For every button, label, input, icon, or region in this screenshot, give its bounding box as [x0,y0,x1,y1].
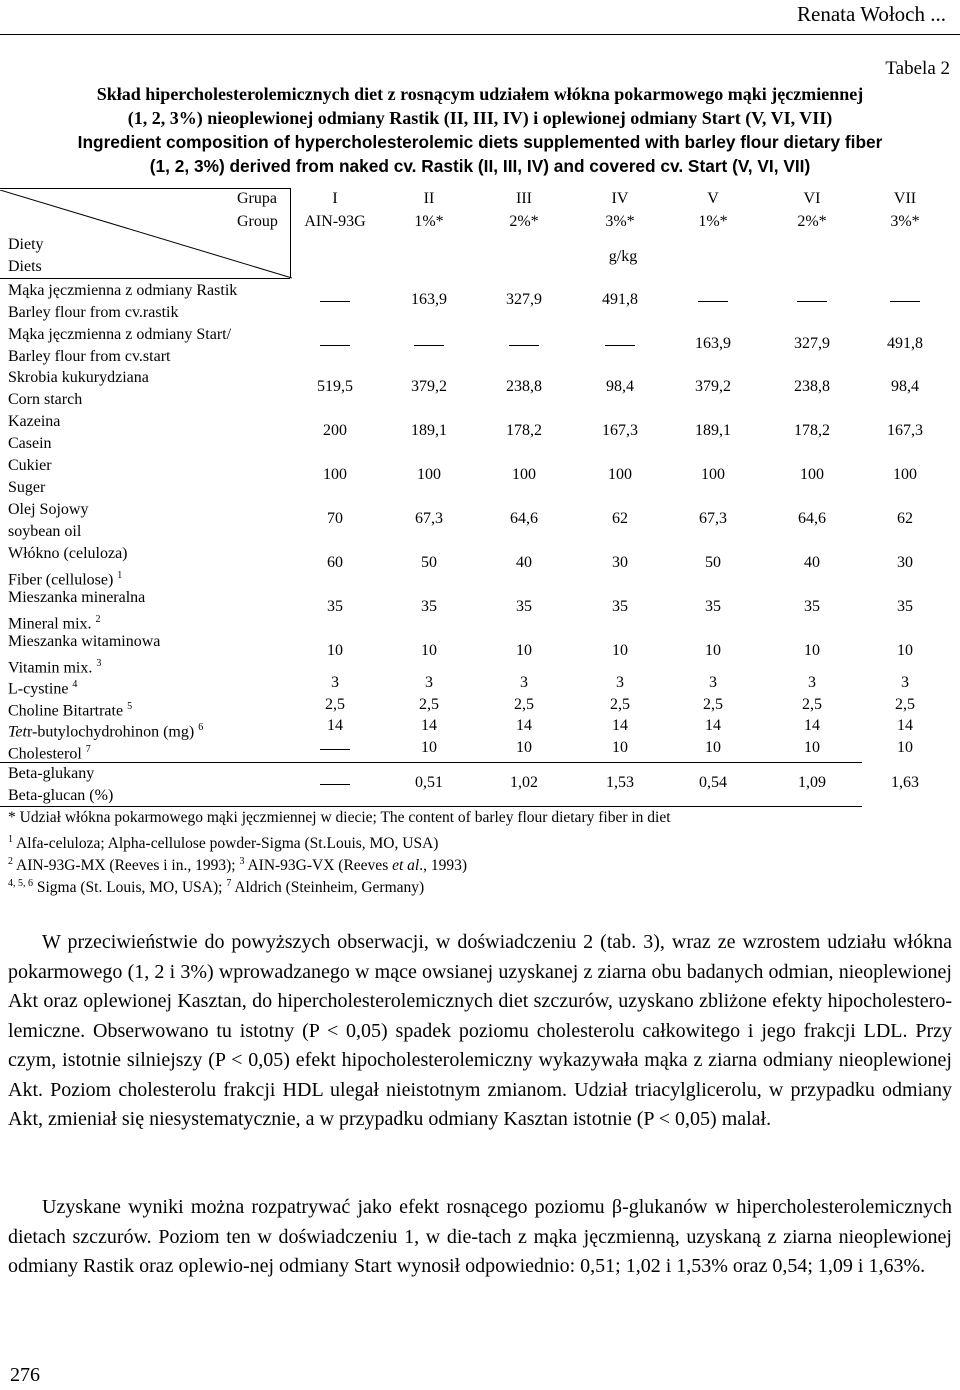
row-label-pl: Olej Sojowy [8,501,89,518]
table-cell: 40 [804,554,820,571]
table-cell: 14 [804,717,820,734]
table-cell: 2,5 [703,696,723,713]
table-cell: 189,1 [695,422,731,439]
table-cell: 14 [705,717,721,734]
table-cell: 10 [804,642,820,659]
table-cell [698,301,728,302]
table-cell: 10 [327,642,343,659]
row-label-en: Barley flour from cv.start [8,348,171,365]
table-cell: 10 [421,642,437,659]
table-cell: 491,8 [602,291,638,308]
table-cell: 64,6 [798,510,826,527]
table-cell [320,749,350,750]
table-cell: 98,4 [606,378,634,395]
table-cell: 62 [897,510,913,527]
caption-pl-line-2: (1, 2, 3%) nieoplewionej odmiany Rastik (II, III, IV) i oplewionej odmiany Start (V, VI, VII) [127,108,833,128]
table-cell: 10 [804,739,820,756]
table-cell: 0,54 [699,774,727,791]
table-cell: 35 [327,598,343,615]
row-label-pl: Mąka jęczmienna z odmiany Rastik [8,282,238,299]
row-label-en: Fiber (cellulose) $^1$ [8,570,123,589]
table-cell: 10 [612,739,628,756]
group-header-1: I [332,190,338,207]
table-cell: 60 [327,554,343,571]
table-cell: 30 [612,554,628,571]
table-cell: 100 [893,466,917,483]
row-label-en: Vitamin mix. $^3$ [8,658,102,677]
table-cell: 2,5 [802,696,822,713]
table-cell: 189,1 [411,422,447,439]
table-cell: 35 [612,598,628,615]
table-cell: 50 [705,554,721,571]
table-cell: 491,8 [887,335,923,352]
table-cell: 1,53 [606,774,634,791]
table-cell [414,345,444,346]
group-label: Group [237,213,278,230]
header-bottom-rule [0,278,290,279]
table-cell: 50 [421,554,437,571]
table-cell: 100 [512,466,536,483]
group-header-4: IV [611,190,629,207]
row-label-en: Beta-glucan (%) [8,787,114,804]
table-cell [320,784,350,785]
table-top-rule [0,188,290,189]
table-cell: 327,9 [794,335,830,352]
caption-en-line-2: (1, 2, 3%) derived from naked cv. Rastik (II, III, IV) and covered cv. Start (V, VI, VII) [149,156,811,176]
table-cell: 1,02 [510,774,538,791]
footnote-4-7: $^{4, 5, 6}$ Sigma (St. Louis, MO, USA); $^7$ Aldrich (Steinheim, Germany) [8,878,425,897]
table-cell [509,345,539,346]
table-cell: 14 [516,717,532,734]
table-cell: 62 [612,510,628,527]
row-label-en: soybean oil [8,523,82,540]
table-cell: 10 [421,739,437,756]
table-cell [320,345,350,346]
row-label-en: Mineral mix. $^2$ [8,614,101,633]
table-cell: 2,5 [895,696,915,713]
table-cell [320,301,350,302]
table-cell: 10 [705,739,721,756]
table-cell: 2,5 [514,696,534,713]
subgroup-header-5: 1%* [698,213,728,230]
subgroup-header-2: 1%* [414,213,444,230]
header-separator [290,188,291,278]
group-header-6: VI [803,190,821,207]
table-cell: 0,51 [415,774,443,791]
row-label-en: Barley flour from cv.rastik [8,304,179,321]
diety-label: Diety [8,236,44,253]
table-cell: 3 [808,674,816,691]
row-label-en: Casein [8,435,52,452]
table-cell: 35 [897,598,913,615]
caption-en-line-1: Ingredient composition of hypercholesterolemic diets supplemented with barley flour dietary fiber [77,132,883,152]
table-cell: 14 [421,717,437,734]
footnote-1: $^1$ Alfa-celuloza; Alpha-cellulose powder-Sigma (St.Louis, MO, USA) [8,834,439,853]
table-cell: 379,2 [411,378,447,395]
table-cell: 10 [897,739,913,756]
table-cell: 379,2 [695,378,731,395]
subgroup-header-6: 2%* [797,213,827,230]
running-title: Renata Wołoch ... [797,2,946,26]
row-label: L-cystine $^4$ [8,679,78,698]
grupa-label: Grupa [237,190,277,207]
subgroup-header-4: 3%* [605,213,635,230]
subgroup-header-3: 2%* [509,213,539,230]
row-label-pl: Kazeina [8,413,61,430]
row-label-pl: Skrobia kukurydziana [8,369,149,386]
table-cell: 67,3 [699,510,727,527]
unit-label: g/kg [608,248,638,265]
table-cell: 178,2 [506,422,542,439]
table-cell: 10 [516,739,532,756]
subgroup-header-1: AIN-93G [304,213,366,230]
table-cell: 14 [897,717,913,734]
row-label-pl: Beta-glukany [8,765,95,782]
table-cell: 327,9 [506,291,542,308]
row-label-pl: Mieszanka mineralna [8,589,146,606]
table-cell: 100 [323,466,347,483]
table-cell [605,345,635,346]
table-cell: 67,3 [415,510,443,527]
table-cell: 100 [800,466,824,483]
row-label-en: Suger [8,479,46,496]
table-cell: 70 [327,510,343,527]
footnote-star: * Udział włókna pokarmowego mąki jęczmiennej w diecie; The content of barley flour dietary fiber in diet [8,809,671,826]
caption-pl-line-1: Skład hipercholesterolemicznych diet z rosnącym udziałem włókna pokarmowego mąki jęczmiennej [96,84,864,104]
table-cell: 167,3 [602,422,638,439]
table-cell: 14 [612,717,628,734]
table-cell: 238,8 [794,378,830,395]
row-label-en: Corn starch [8,391,83,408]
subgroup-header-7: 3%* [890,213,920,230]
table-cell [797,301,827,302]
row-label-pl: Cukier [8,457,52,474]
table-cell: 238,8 [506,378,542,395]
table-cell: 2,5 [325,696,345,713]
table-cell: 2,5 [419,696,439,713]
table-cell: 35 [516,598,532,615]
body-paragraph-1: W przeciwieństwie do powyższych obserwacji, w doświadczeniu 2 (tab. 3), wraz ze wzrostem udziału włókna pokarmowego (1, 2 i 3%) wprowadzanego w mące owsianej uzyskanej z ziarna obu badanych odmian, nieoplewionej Akt oraz oplewionej Kasztan, do hipercholesterolemicznych diet szczurów, uzyskano zbliżone efekty hipocholestero-lemiczne. Obserwowano tu istotny (P < 0,05) spadek poziomu cholesterolu całkowitego i jego frakcji LDL. Przy czym, istotnie silniejszy (P < 0,05) efekt hipocholesterolemiczny wykazywała mąka z ziarna odmiany nieoplewionej Akt. Poziom cholesterolu frakcji HDL ulegał nieistotnym zmianom. Udział triacylglicerolu, w przypadku odmiany Akt, zmieniał się niesystematycznie, a w przypadku odmiany Kasztan istotnie (P < 0,05) malał. [8,931,952,1130]
table-cell: 98,4 [891,378,919,395]
row-label: Choline Bitartrate $^5$ [8,701,133,720]
row-label-pl: Mąka jęczmienna z odmiany Start/ [8,326,232,343]
body-paragraph-2: Uzyskane wyniki można rozpatrywać jako efekt rosnącego poziomu β-glukanów w hipercholesterolemicznych dietach szczurów. Poziom ten w doświadczeniu 1, w die-tach z mąka jęczmienną, uzyskaną z ziarna nieoplewionej odmiany Rastik oraz oplewio-nej odmiany Start wynosił odpowiednio: 0,51; 1,02 i 1,53% oraz 0,54; 1,09 i 1,63%. [8,1196,952,1277]
table-cell: 3 [520,674,528,691]
table-cell: 10 [705,642,721,659]
table-cell: 10 [516,642,532,659]
table-cell: 14 [327,717,343,734]
row-rule [0,762,862,763]
row-label: Cholesterol $^7$ [8,744,91,763]
table-cell: 3 [709,674,717,691]
table-cell: 2,5 [610,696,630,713]
table-cell: 35 [421,598,437,615]
group-header-2: II [423,190,435,207]
table-cell: 200 [323,422,347,439]
table-cell: 178,2 [794,422,830,439]
header-rule [0,34,960,35]
table-cell: 163,9 [411,291,447,308]
table-cell: 30 [897,554,913,571]
row-label: Tetr-butylochydrohinon (mg) $^6$ [8,722,204,741]
table-cell [890,301,920,302]
group-header-7: VII [893,190,917,207]
table-cell: 10 [897,642,913,659]
table-cell: 1,63 [891,774,919,791]
row-label-pl: Mieszanka witaminowa [8,633,161,650]
table-cell: 100 [417,466,441,483]
table-cell: 519,5 [317,378,353,395]
table-cell: 64,6 [510,510,538,527]
footnote-2-3: $^2$ AIN-93G-MX (Reeves i in., 1993); $^3$ AIN-93G-VX (Reeves et al., 1993) [8,856,468,875]
table-label: Tabela 2 [885,58,950,79]
table-cell: 3 [425,674,433,691]
table-cell: 35 [705,598,721,615]
table-cell: 40 [516,554,532,571]
table-cell: 100 [608,466,632,483]
table-cell: 35 [804,598,820,615]
table-cell: 3 [616,674,624,691]
table-cell: 1,09 [798,774,826,791]
table-cell: 100 [701,466,725,483]
table-cell: 10 [612,642,628,659]
group-header-3: III [516,190,532,207]
table-cell: 3 [901,674,909,691]
table-cell: 163,9 [695,335,731,352]
row-label-pl: Włókno (celuloza) [8,545,128,562]
table-cell: 3 [331,674,339,691]
page-number: 276 [10,1364,40,1386]
diets-label: Diets [8,258,42,275]
group-header-5: V [707,190,719,207]
table-cell: 167,3 [887,422,923,439]
